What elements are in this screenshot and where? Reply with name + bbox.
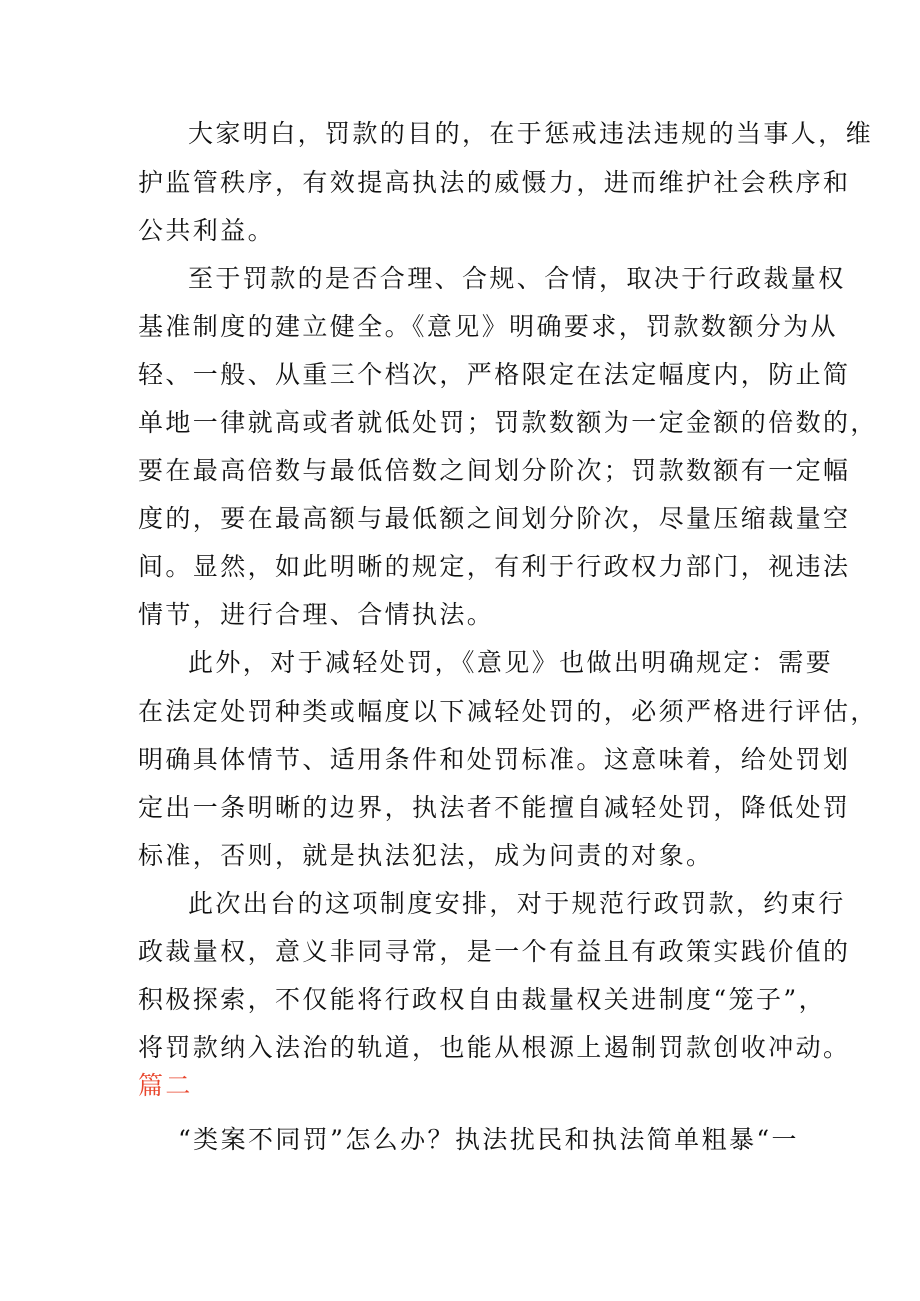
paragraph-2-line-3: 轻、一般、从重三个档次，严格限定在法定幅度内，防止简	[138, 360, 851, 389]
paragraph-3-line-1: 此外，对于减轻处罚，《意见》也做出明确规定：需要	[188, 648, 834, 677]
paragraph-2-line-6: 度的，要在最高额与最低额之间划分阶次，尽量压缩裁量空	[138, 504, 851, 533]
paragraph-5-line-1: “类案不同罚”怎么办？执法扰民和执法简单粗暴“一	[178, 1125, 799, 1154]
paragraph-3-line-2: 在法定处罚种类或幅度以下减轻处罚的，必须严格进行评估，	[138, 697, 878, 726]
paragraph-4-line-1: 此次出台的这项制度安排，对于规范行政罚款，约束行	[188, 889, 846, 918]
paragraph-1-line-3: 公共利益。	[138, 216, 276, 245]
paragraph-3-line-5: 标准，否则，就是执法犯法，成为问责的对象。	[138, 841, 714, 870]
paragraph-2-line-7: 间。显然，如此明晰的规定，有利于行政权力部门，视违法	[138, 552, 851, 581]
paragraph-1-line-1: 大家明白，罚款的目的，在于惩戒违法违规的当事人，维	[188, 119, 874, 148]
paragraph-4-line-4: 将罚款纳入法治的轨道，也能从根源上遏制罚款创收冲动。	[138, 1033, 851, 1062]
section-heading: 篇二	[138, 1071, 193, 1100]
paragraph-2-line-1: 至于罚款的是否合理、合规、合情，取决于行政裁量权	[188, 264, 846, 293]
paragraph-2-line-5: 要在最高倍数与最低倍数之间划分阶次；罚款数额有一定幅	[138, 456, 851, 485]
paragraph-3-line-4: 定出一条明晰的边界，执法者不能擅自减轻处罚，降低处罚	[138, 793, 851, 822]
paragraph-4-line-3: 积极探索，不仅能将行政权自由裁量权关进制度“笼子”，	[138, 985, 826, 1014]
paragraph-2-line-8: 情节，进行合理、合情执法。	[138, 600, 495, 629]
paragraph-4-line-2: 政裁量权，意义非同寻常，是一个有益且有政策实践价值的	[138, 937, 851, 966]
paragraph-2-line-4: 单地一律就高或者就低处罚；罚款数额为一定金额的倍数的，	[138, 408, 878, 437]
paragraph-1-line-2: 护监管秩序，有效提高执法的威慑力，进而维护社会秩序和	[138, 168, 851, 197]
paragraph-3-line-3: 明确具体情节、适用条件和处罚标准。这意味着，给处罚划	[138, 745, 851, 774]
paragraph-2-line-2: 基准制度的建立健全。《意见》明确要求，罚款数额分为从	[138, 312, 838, 341]
